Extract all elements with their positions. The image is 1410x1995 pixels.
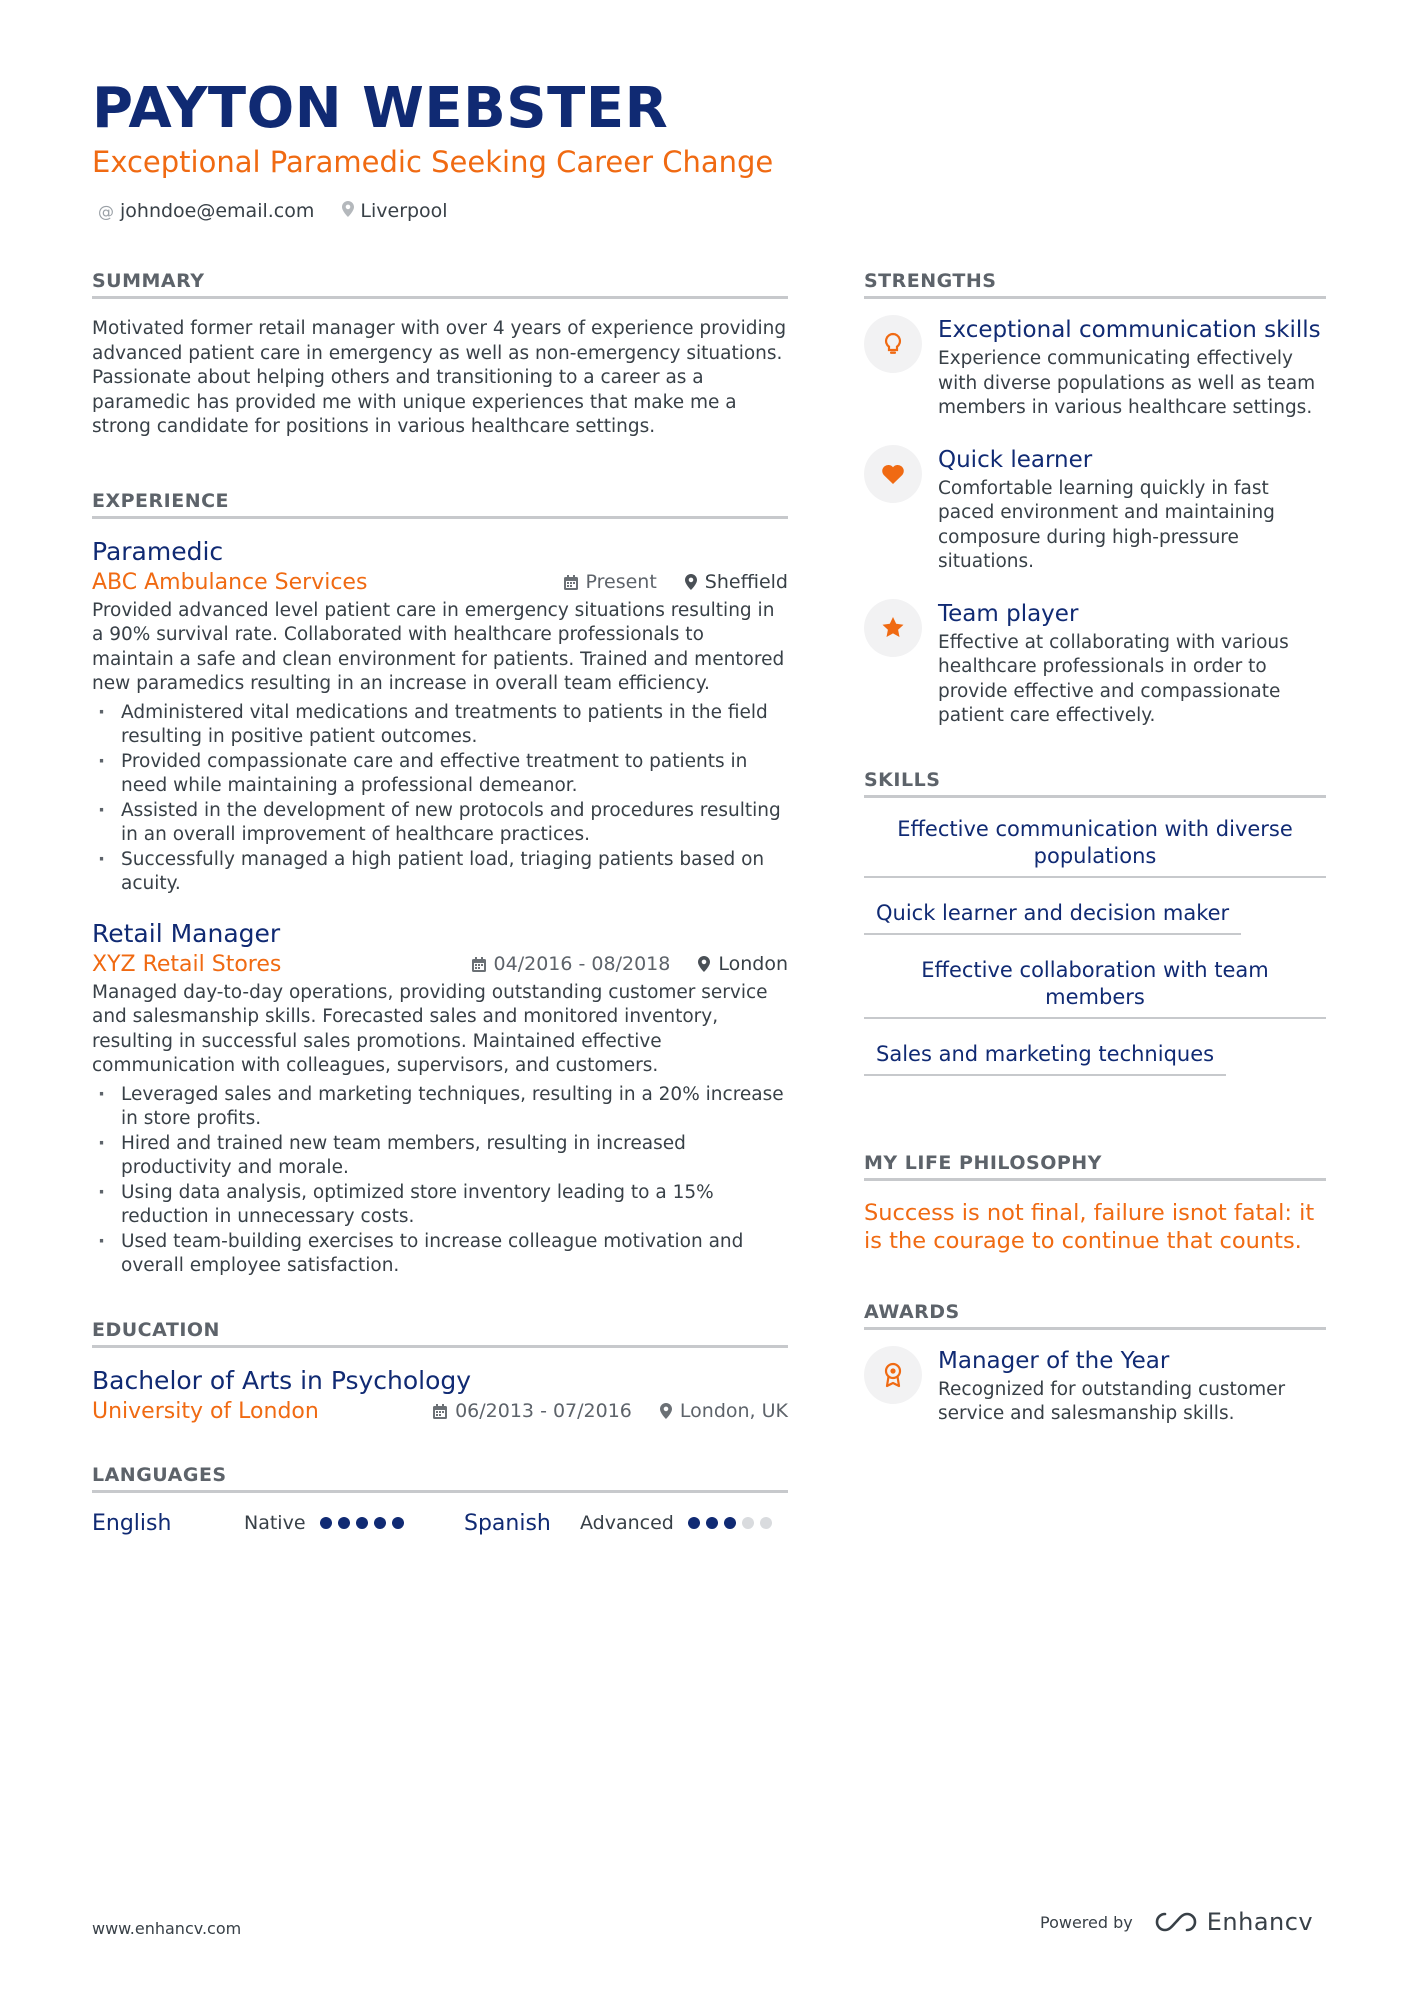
skill-item: Sales and marketing techniques [864, 1041, 1226, 1076]
rating-dot-filled [356, 1517, 368, 1529]
philosophy-section [864, 1152, 1326, 1255]
rating-dot-filled [706, 1517, 718, 1529]
infinity-logo-icon [1153, 1910, 1199, 1934]
calendar-icon [433, 1404, 447, 1419]
job-bullet: · Leveraged sales and marketing techniques, resulting in a 20% increase in store profits. [92, 1083, 788, 1132]
award-icon [864, 1346, 922, 1404]
education-degree: Bachelor of Arts in Psychology [92, 1365, 472, 1395]
education-school: University of London [92, 1398, 319, 1424]
rating-dot-empty [760, 1517, 772, 1529]
job-bullet: · Provided compassionate care and effective treatment to patients in need while maintaining a professional demeanor. [92, 750, 788, 799]
award-description: Recognized for outstanding customer service and salesmanship skills. [938, 1378, 1286, 1424]
education-section [92, 1319, 788, 1424]
job-entry [92, 537, 788, 897]
language-rating [320, 1517, 404, 1529]
summary-section [92, 270, 788, 440]
strength-title: Team player [938, 600, 1079, 627]
strength-item [864, 601, 1326, 729]
rating-dot-filled [724, 1517, 736, 1529]
strength-item [864, 317, 1326, 421]
location-text: Liverpool [360, 200, 448, 222]
section-title-strengths: STRENGTHS [864, 270, 1326, 299]
skill-item: Effective communication with diverse populations [864, 816, 1326, 878]
language-item [464, 1511, 772, 1536]
skills-section [864, 769, 1326, 1098]
location-pin-icon [660, 1403, 672, 1419]
job-role: Paramedic [92, 536, 224, 566]
rating-dot-filled [320, 1517, 332, 1529]
left-column [92, 270, 788, 1536]
section-title-summary: SUMMARY [92, 270, 788, 299]
strength-item [864, 447, 1326, 575]
strength-title: Quick learner [938, 446, 1093, 473]
section-title-awards: AWARDS [864, 1301, 1326, 1330]
job-location: London [718, 953, 788, 975]
experience-section [92, 490, 788, 1279]
language-level: Advanced [580, 1512, 674, 1534]
rating-dot-empty [742, 1517, 754, 1529]
location-pin-icon [698, 956, 710, 972]
candidate-name: PAYTON WEBSTER [92, 76, 669, 141]
summary-text: Motivated former retail manager with over 4 years of experience providing advanced patient care in emergency as well as non-emergency situations. Passionate about helping others and transitioning to a career as a paramedic has provided me with unique experiences that make me a strong candidate for positions in various healthcare settings. [92, 318, 787, 437]
rating-dot-filled [374, 1517, 386, 1529]
language-name: English [92, 1510, 172, 1536]
strength-description: Comfortable learning quickly in fast paced environment and maintaining composure during high-pressure situations. [938, 477, 1275, 572]
skill-item: Quick learner and decision maker [864, 900, 1241, 935]
section-title-languages: LANGUAGES [92, 1464, 788, 1493]
section-title-experience: EXPERIENCE [92, 490, 788, 519]
language-item [92, 1511, 464, 1536]
job-description: Managed day-to-day operations, providing outstanding customer service and salesmanship skills. Forecasted sales and monitored inventory, resulting in successful sales promotions. Maintained effective communication with colleagues, supervisors, and customers. [92, 981, 768, 1076]
section-title-philosophy: MY LIFE PHILOSOPHY [864, 1152, 1326, 1181]
section-title-education: EDUCATION [92, 1319, 788, 1348]
job-role: Retail Manager [92, 918, 281, 948]
email-text: johndoe@email.com [120, 200, 315, 222]
job-company: ABC Ambulance Services [92, 569, 368, 595]
language-rating [688, 1517, 772, 1529]
powered-by-label: Powered by [1040, 1912, 1133, 1932]
job-bullet: · Assisted in the development of new protocols and procedures resulting in an overall improvement of healthcare practices. [92, 799, 788, 848]
heart-icon [864, 445, 922, 503]
job-bullet: · Used team-building exercises to increase colleague motivation and overall employee satisfaction. [92, 1230, 788, 1279]
job-location: Sheffield [704, 571, 788, 593]
footer-branding [1040, 1908, 1313, 1936]
job-description: Provided advanced level patient care in emergency situations resulting in a 90% survival rate. Collaborated with healthcare professionals to maintain a safe and clean environment for patients. Trained and mentored new paramedics resulting in an increase in overall team efficiency. [92, 599, 785, 694]
language-level: Native [244, 1512, 306, 1534]
contact-location [342, 200, 447, 222]
job-company: XYZ Retail Stores [92, 951, 282, 977]
job-bullets [92, 701, 788, 897]
section-title-skills: SKILLS [864, 769, 1326, 798]
award-item [864, 1348, 1326, 1427]
job-bullet: · Successfully managed a high patient load, triaging patients based on acuity. [92, 848, 788, 897]
brand-name: Enhancv [1206, 1908, 1314, 1936]
location-pin-icon [685, 574, 697, 590]
job-dates: Present [585, 571, 657, 593]
language-name: Spanish [464, 1510, 551, 1536]
calendar-icon [564, 575, 578, 590]
brand-logo[interactable] [1153, 1908, 1313, 1936]
job-bullets [92, 1083, 788, 1279]
awards-section [864, 1301, 1326, 1427]
location-pin-icon [342, 201, 354, 221]
award-title: Manager of the Year [938, 1347, 1170, 1374]
languages-section [92, 1464, 788, 1536]
rating-dot-filled [392, 1517, 404, 1529]
at-icon: @ [98, 201, 114, 221]
job-bullet: · Hired and trained new team members, resulting in increased productivity and morale. [92, 1132, 788, 1181]
rating-dot-filled [338, 1517, 350, 1529]
candidate-headline: Exceptional Paramedic Seeking Career Change [92, 145, 774, 179]
strengths-section [864, 270, 1326, 729]
education-dates: 06/2013 - 07/2016 [455, 1400, 632, 1422]
strength-description: Effective at collaborating with various healthcare professionals in order to provide effective and compassionate patient care effectively. [938, 631, 1289, 726]
lightbulb-icon [864, 315, 922, 373]
rating-dot-filled [688, 1517, 700, 1529]
philosophy-quote: Success is not final, failure isnot fatal: it is the courage to continue that counts. [864, 1199, 1315, 1254]
strength-title: Exceptional communication skills [938, 317, 1321, 343]
calendar-icon [472, 957, 486, 972]
footer-website[interactable]: www.enhancv.com [92, 1919, 242, 1938]
contact-email[interactable] [98, 200, 314, 222]
job-bullet: · Using data analysis, optimized store inventory leading to a 15% reduction in unnecessary costs. [92, 1181, 788, 1230]
skill-item: Effective collaboration with team members [864, 957, 1326, 1019]
right-column [864, 270, 1326, 1453]
job-entry [92, 919, 788, 1279]
star-icon [864, 599, 922, 657]
education-location: London, UK [679, 1400, 788, 1422]
job-dates: 04/2016 - 08/2018 [493, 953, 671, 975]
contact-info [98, 200, 448, 222]
strength-description: Experience communicating effectively with diverse populations as well as team members in various healthcare settings. [938, 348, 1316, 418]
job-bullet: · Administered vital medications and treatments to patients in the field resulting in positive patient outcomes. [92, 701, 788, 750]
